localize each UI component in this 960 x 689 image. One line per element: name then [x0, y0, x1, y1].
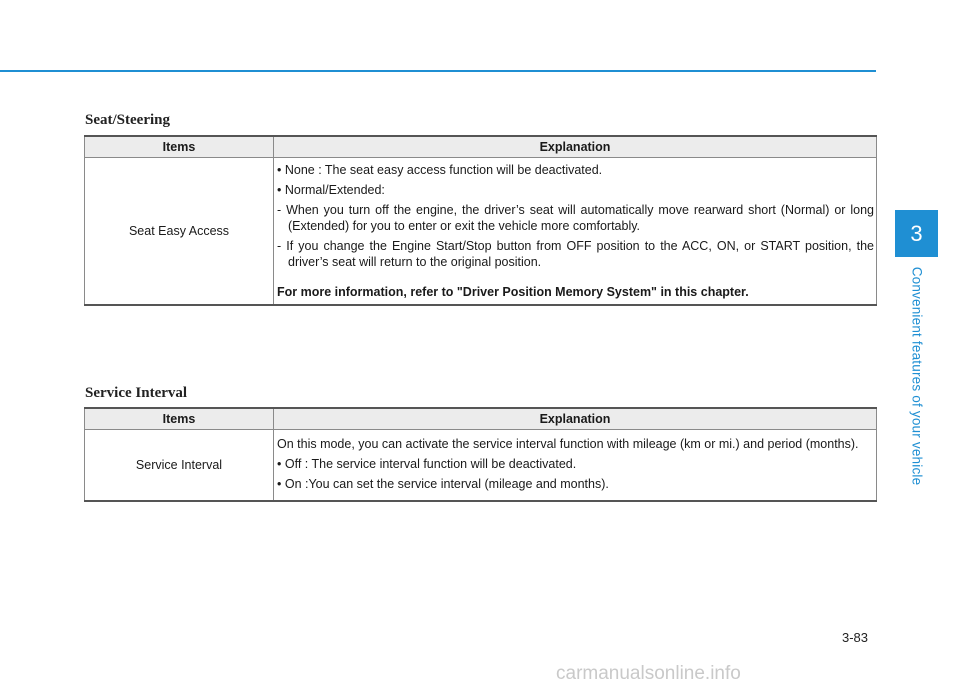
chapter-number: 3	[910, 220, 923, 246]
service-interval-table	[84, 407, 877, 502]
explanation-seat-easy-access	[274, 158, 877, 306]
page-number: 3-83	[842, 630, 869, 645]
table-header-row	[85, 136, 877, 158]
header-items: Items	[85, 408, 274, 430]
top-rule	[0, 70, 876, 72]
header-explanation: Explanation	[274, 136, 877, 158]
reference-note: For more information, refer to "Driver Position Memory System" in this chapter.	[277, 285, 749, 299]
expl-line: • On :You can set the service interval (mileage and months).	[277, 477, 609, 491]
section-title-seat-steering: Seat/Steering	[85, 112, 170, 128]
watermark: carmanualsonline.info	[556, 663, 741, 684]
item-seat-easy-access: Seat Easy Access	[85, 158, 274, 306]
table-header-row	[85, 408, 877, 430]
expl-line: • None : The seat easy access function will be deactivated.	[277, 163, 603, 177]
table-row	[85, 158, 877, 306]
table-row	[85, 430, 877, 502]
header-explanation: Explanation	[274, 408, 877, 430]
header-items: Items	[85, 136, 274, 158]
item-service-interval: Service Interval	[85, 430, 274, 502]
expl-line: • Off : The service interval function will be deactivated.	[277, 457, 577, 471]
expl-line: • Normal/Extended:	[277, 183, 385, 197]
expl-line: - If you change the Engine Start/Stop button from OFF position to the ACC, ON, or START position, the driver’s seat will return to the original position.	[277, 239, 874, 269]
seat-steering-table	[84, 135, 877, 306]
chapter-tab	[895, 210, 938, 257]
expl-line: On this mode, you can activate the service interval function with mileage (km or mi.) and period (months).	[277, 437, 859, 451]
expl-line: - When you turn off the engine, the driver’s seat will automatically move rearward short (Normal) or long (Extended) for you to enter or exit the vehicle more comfortably.	[277, 203, 874, 233]
explanation-service-interval	[274, 430, 877, 502]
section-title-service-interval: Service Interval	[85, 385, 188, 401]
chapter-side-label: Convenient features of your vehicle	[909, 266, 925, 486]
